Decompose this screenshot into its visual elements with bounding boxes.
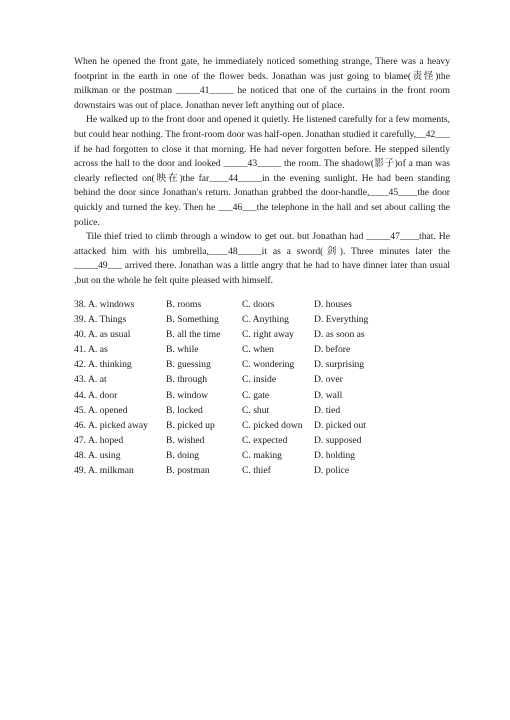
- question-number: 41.: [74, 344, 86, 356]
- option-c: C. right away: [242, 329, 294, 341]
- option-a: A. hoped: [88, 434, 124, 446]
- passage-paragraph: When he opened the front gate, he immediately noticed something strange, There was a heavy footprint in the earth in one of the flower beds. Jonathan was just going to blame(责怪)the milkman or the postman _____41_____ he noticed that one of the curtains in the front room downstairs was out of place. Jonathan never left anything out of place.: [74, 56, 450, 111]
- option-d: D. Everything: [314, 314, 369, 326]
- passage-paragraph: He walked up to the front door and opened it quietly. He listened carefully for a few moments, but could hear nothing. The front-room door was half-open. Jonathan studied it carefully,__42___: [74, 114, 450, 140]
- option-d: D. before: [314, 344, 351, 356]
- option-a: A. picked away: [88, 419, 148, 431]
- option-d: D. tied: [314, 404, 341, 416]
- option-d: D. picked out: [314, 419, 366, 431]
- question-number: 39.: [74, 314, 86, 326]
- question-option-row: [74, 435, 454, 450]
- option-b: B. through: [166, 374, 208, 386]
- question-option-row: [74, 405, 454, 420]
- option-b: B. while: [166, 344, 199, 356]
- option-c: C. inside: [242, 374, 277, 386]
- question-number: 43.: [74, 374, 86, 386]
- passage-paragraph: if he had forgotten to close it that morning. He had never forgotten before. He stepped silently across the hall to the door and looked _____43_____ the room. The shadow(影子)of a man was clearly reflected on(映在)the far____44_____in the evening sunlight. He had been standing behind the door since Jonathan's return. Jonathan grabbed the door-handle,____45____the door quickly and turned the key. Then he ___46___the telephone in the hall and set about calling the police.: [74, 143, 450, 228]
- option-d: D. holding: [314, 449, 356, 461]
- option-a: A. milkman: [88, 465, 134, 477]
- question-number: 46.: [74, 419, 86, 431]
- passage-paragraph: Tile thief tried to climb through a window to get out. but Jonathan had _____47____that. He attacked him with his umbrella,____48_____it as a sword(剑). Three minutes later the _____49___ arrived there. Jonathan was a little angry that he had to have dinner later than usual ,but on the whole he felt quite pleased with himself.: [74, 231, 450, 286]
- option-b: B. Something: [166, 314, 219, 326]
- option-b: B. wished: [166, 434, 205, 446]
- reading-passage: [74, 55, 450, 289]
- option-a: A. as usual: [88, 329, 131, 341]
- question-option-row: [74, 374, 454, 389]
- option-d: D. surprising: [314, 359, 365, 371]
- option-c: C. Anything: [242, 314, 289, 326]
- question-number: 47.: [74, 434, 86, 446]
- option-b: B. postman: [166, 465, 210, 477]
- option-d: D. police: [314, 465, 350, 477]
- question-number: 48.: [74, 449, 86, 461]
- option-b: B. rooms: [166, 299, 202, 310]
- question-option-row: [74, 299, 454, 314]
- option-c: C. thief: [242, 465, 271, 477]
- option-d: D. as soon as: [314, 329, 365, 341]
- option-b: B. guessing: [166, 359, 211, 371]
- option-c: C. picked down: [242, 419, 303, 431]
- question-option-row: [74, 314, 454, 329]
- question-number: 44.: [74, 389, 86, 401]
- option-c: C. gate: [242, 389, 270, 401]
- option-c: C. expected: [242, 434, 288, 446]
- option-c: C. doors: [242, 299, 275, 310]
- question-option-row: [74, 329, 454, 344]
- question-number: 40.: [74, 329, 86, 341]
- question-number: 38.: [74, 299, 86, 310]
- question-number: 42.: [74, 359, 86, 371]
- option-d: D. supposed: [314, 434, 362, 446]
- option-c: C. when: [242, 344, 274, 356]
- option-d: D. over: [314, 374, 343, 386]
- option-a: A. Things: [88, 314, 127, 326]
- question-option-row: [74, 359, 454, 374]
- question-number: 49.: [74, 465, 86, 477]
- option-a: A. as: [88, 344, 108, 356]
- option-d: D. houses: [314, 299, 352, 310]
- question-option-row: [74, 420, 454, 435]
- answer-options-list: [74, 299, 454, 480]
- option-a: A. at: [88, 374, 107, 386]
- option-c: C. shut: [242, 404, 270, 416]
- option-a: A. thinking: [88, 359, 132, 371]
- option-a: A. door: [88, 389, 118, 401]
- question-number: 45.: [74, 404, 86, 416]
- question-option-row: [74, 465, 454, 480]
- option-b: B. picked up: [166, 419, 215, 431]
- option-b: B. window: [166, 389, 209, 401]
- option-c: C. wondering: [242, 359, 295, 371]
- question-option-row: [74, 390, 454, 405]
- option-b: B. doing: [166, 449, 200, 461]
- question-option-row: [74, 344, 454, 359]
- question-option-row: [74, 450, 454, 465]
- option-b: B. all the time: [166, 329, 221, 341]
- option-a: A. windows: [88, 299, 135, 310]
- option-d: D. wall: [314, 389, 343, 401]
- option-a: A. opened: [88, 404, 128, 416]
- option-c: C. making: [242, 449, 282, 461]
- option-b: B. locked: [166, 404, 203, 416]
- option-a: A. using: [88, 449, 121, 461]
